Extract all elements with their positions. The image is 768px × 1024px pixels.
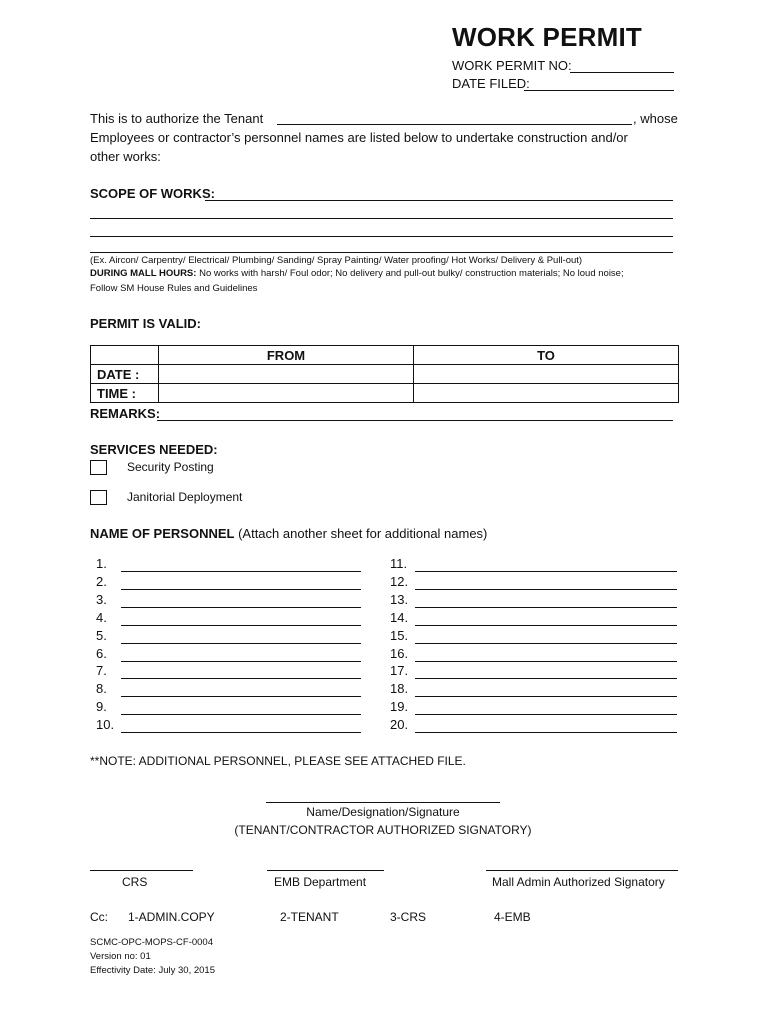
from-header: FROM	[159, 346, 414, 365]
personnel-number: 9.	[96, 699, 107, 715]
personnel-number: 19.	[390, 699, 409, 715]
security-posting-checkbox[interactable]	[90, 460, 107, 475]
mall-hours-label: DURING MALL HOURS:	[90, 268, 197, 279]
date-filed-label: DATE FILED:	[452, 76, 530, 91]
validity-table	[90, 345, 679, 403]
personnel-name-field[interactable]	[415, 661, 677, 662]
personnel-number: 16.	[390, 645, 409, 661]
personnel-number: 1.	[96, 556, 107, 571]
intro-line-1-prefix: This is to authorize the Tenant	[90, 111, 264, 126]
tenant-name-field[interactable]	[277, 124, 632, 125]
remarks-field[interactable]	[157, 420, 673, 421]
permit-no-field[interactable]	[570, 72, 674, 73]
cc-crs: 3-CRS	[390, 910, 427, 924]
personnel-number: 17.	[390, 663, 409, 679]
mall-hours-text: No works with harsh/ Foul odor; No delivery and pull-out bulky/ construction materials; No loud noise;	[196, 268, 624, 279]
tenant-signature-line[interactable]	[266, 802, 500, 803]
intro-line-1-suffix: , whose	[633, 111, 678, 126]
mall-admin-label: Mall Admin Authorized Signatory	[492, 875, 665, 889]
personnel-name-field[interactable]	[415, 696, 677, 697]
personnel-name-field[interactable]	[415, 571, 677, 572]
personnel-name-field[interactable]	[121, 571, 361, 572]
personnel-number: 20.	[390, 717, 409, 733]
personnel-number: 5.	[96, 627, 107, 643]
page-title: WORK PERMIT	[452, 22, 642, 52]
date-row-label: DATE :	[91, 365, 159, 384]
mall-hours-note	[90, 268, 624, 280]
remarks-label: REMARKS:	[90, 406, 161, 421]
crs-label: CRS	[122, 875, 148, 889]
personnel-name-field[interactable]	[415, 732, 677, 733]
personnel-number: 3.	[96, 591, 107, 607]
janitorial-deployment-label: Janitorial Deployment	[127, 490, 243, 504]
crs-signature-line[interactable]	[90, 870, 193, 871]
date-filed-field[interactable]	[524, 90, 674, 91]
intro-line-2: Employees or contractor’s personnel names are listed below to undertake construction and/or	[90, 130, 628, 145]
personnel-name-field[interactable]	[415, 589, 677, 590]
personnel-name-field[interactable]	[415, 625, 677, 626]
personnel-number: 13.	[390, 591, 409, 607]
personnel-number: 7.	[96, 663, 107, 679]
services-label: SERVICES NEEDED:	[90, 442, 218, 457]
personnel-name-field[interactable]	[415, 607, 677, 608]
additional-personnel-note: **NOTE: ADDITIONAL PERSONNEL, PLEASE SEE ATTACHED FILE.	[90, 754, 466, 768]
time-from-cell[interactable]	[159, 384, 414, 403]
time-to-cell[interactable]	[414, 384, 679, 403]
personnel-name-field[interactable]	[415, 714, 677, 715]
personnel-number: 14.	[390, 609, 409, 625]
personnel-name-field[interactable]	[121, 696, 361, 697]
emb-label: EMB Department	[274, 875, 367, 889]
personnel-name-field[interactable]	[121, 714, 361, 715]
date-from-cell[interactable]	[159, 365, 414, 384]
personnel-name-field[interactable]	[415, 678, 677, 679]
personnel-note: (Attach another sheet for additional names)	[234, 526, 488, 541]
personnel-number: 11.	[390, 556, 408, 571]
personnel-name-field[interactable]	[415, 643, 677, 644]
cc-emb: 4-EMB	[494, 910, 531, 924]
signature-caption: Name/Designation/Signature	[306, 805, 460, 819]
cc-tenant: 2-TENANT	[280, 910, 339, 924]
mall-admin-signature-line[interactable]	[486, 870, 678, 871]
signatory-role-caption: (TENANT/CONTRACTOR AUTHORIZED SIGNATORY)	[234, 823, 532, 837]
personnel-name-field[interactable]	[121, 661, 361, 662]
personnel-number: 2.	[96, 573, 107, 589]
validity-corner-cell	[91, 346, 159, 365]
form-version: Version no: 01	[90, 951, 151, 962]
personnel-name-field[interactable]	[121, 607, 361, 608]
personnel-heading	[90, 526, 487, 542]
scope-field-line-3[interactable]	[90, 236, 673, 237]
personnel-number: 10.	[96, 717, 115, 733]
form-code: SCMC-OPC-MOPS-CF-0004	[90, 937, 213, 948]
cc-label: Cc:	[90, 910, 108, 924]
janitorial-deployment-checkbox[interactable]	[90, 490, 107, 505]
permit-valid-label: PERMIT IS VALID:	[90, 316, 201, 331]
time-row-label: TIME :	[91, 384, 159, 403]
scope-label: SCOPE OF WORKS:	[90, 186, 215, 201]
personnel-name-field[interactable]	[121, 589, 361, 590]
scope-field-line-2[interactable]	[90, 218, 673, 219]
personnel-name-field[interactable]	[121, 678, 361, 679]
personnel-number: 4.	[96, 609, 107, 625]
personnel-number: 12.	[390, 573, 409, 589]
permit-no-label: WORK PERMIT NO:	[452, 58, 572, 73]
date-to-cell[interactable]	[414, 365, 679, 384]
personnel-name-field[interactable]	[121, 732, 361, 733]
personnel-name-field[interactable]	[121, 625, 361, 626]
personnel-label: NAME OF PERSONNEL	[90, 526, 235, 541]
security-posting-label: Security Posting	[127, 460, 214, 474]
personnel-number: 8.	[96, 681, 107, 697]
house-rules-note: Follow SM House Rules and Guidelines	[90, 283, 258, 294]
personnel-number: 18.	[390, 681, 409, 697]
scope-field-line-1[interactable]	[205, 200, 673, 201]
intro-line-3: other works:	[90, 149, 161, 164]
scope-examples: (Ex. Aircon/ Carpentry/ Electrical/ Plumbing/ Sanding/ Spray Painting/ Water proofing/ Hot Works/ Delivery & Pull-out)	[90, 255, 583, 266]
form-effectivity-date: Effectivity Date: July 30, 2015	[90, 965, 215, 976]
cc-admin-copy: 1-ADMIN.COPY	[128, 910, 215, 924]
personnel-number: 15.	[390, 627, 409, 643]
to-header: TO	[414, 346, 679, 365]
personnel-number: 6.	[96, 645, 107, 661]
personnel-name-field[interactable]	[121, 643, 361, 644]
emb-signature-line[interactable]	[267, 870, 384, 871]
scope-field-line-4[interactable]	[90, 252, 673, 253]
